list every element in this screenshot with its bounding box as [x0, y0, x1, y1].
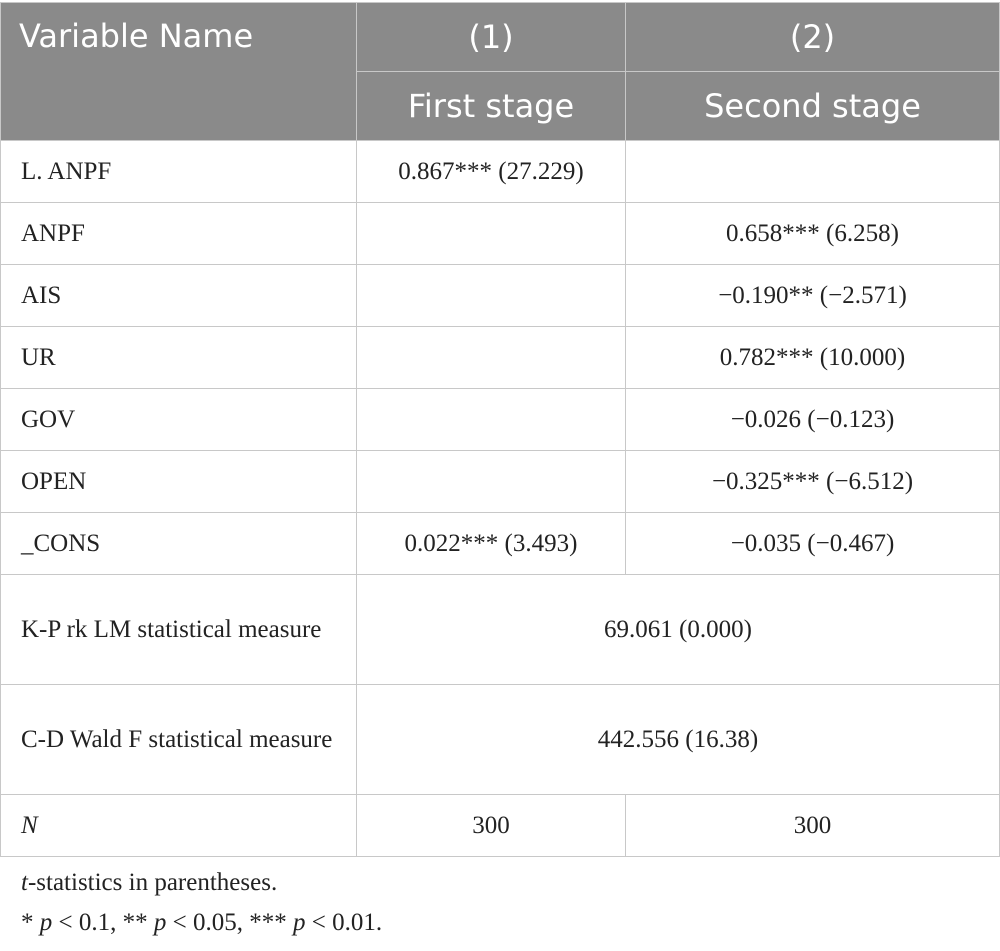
stat-label: C-D Wald F statistical measure [1, 685, 357, 795]
n-row [1, 795, 1000, 857]
stat-value: 442.556 (16.38) [357, 685, 1000, 795]
row-col1-value: 0.022*** (3.493) [357, 513, 626, 575]
row-col1-value [357, 203, 626, 265]
header-col1-number: (1) [357, 3, 626, 72]
table-row [1, 327, 1000, 389]
stat-row-cd [1, 685, 1000, 795]
row-col1-value [357, 327, 626, 389]
sig-p-var: p [153, 909, 167, 936]
footnote-t-statistics [21, 869, 277, 897]
row-col2-value: −0.325*** (−6.512) [626, 451, 1000, 513]
header-col2-stage: Second stage [626, 72, 1000, 141]
table-row [1, 513, 1000, 575]
row-label: GOV [1, 389, 357, 451]
row-col1-value: 0.867*** (27.229) [357, 141, 626, 203]
sig-stars-3: *** [249, 909, 287, 936]
row-col1-value [357, 265, 626, 327]
stat-value: 69.061 (0.000) [357, 575, 1000, 685]
table-row [1, 389, 1000, 451]
row-col2-value: −0.035 (−0.467) [626, 513, 1000, 575]
sig-level-1: < 0.1, [52, 909, 123, 936]
footnote-t-var: t [21, 869, 28, 896]
sig-level-2: < 0.05, [166, 909, 250, 936]
row-col2-value: 0.782*** (10.000) [626, 327, 1000, 389]
table-row [1, 203, 1000, 265]
sig-p-var: p [292, 909, 306, 936]
row-label: AIS [1, 265, 357, 327]
header-col1-stage: First stage [357, 72, 626, 141]
n-label: N [1, 795, 357, 857]
table-row [1, 141, 1000, 203]
sig-p-var: p [39, 909, 53, 936]
n-col2-value: 300 [626, 795, 1000, 857]
row-col2-value: −0.026 (−0.123) [626, 389, 1000, 451]
table-row [1, 265, 1000, 327]
stat-label: K-P rk LM statistical measure [1, 575, 357, 685]
sig-stars-1: * [21, 909, 34, 936]
row-col1-value [357, 451, 626, 513]
regression-table [0, 2, 1000, 857]
header-variable-name: Variable Name [1, 3, 357, 141]
row-label: OPEN [1, 451, 357, 513]
row-col1-value [357, 389, 626, 451]
row-label: ANPF [1, 203, 357, 265]
row-label: UR [1, 327, 357, 389]
sig-level-3: < 0.01. [305, 909, 383, 936]
header-col2-number: (2) [626, 3, 1000, 72]
sig-stars-2: ** [122, 909, 148, 936]
footnote-t-text: -statistics in parentheses. [27, 869, 278, 896]
stat-row-kp [1, 575, 1000, 685]
row-col2-value: −0.190** (−2.571) [626, 265, 1000, 327]
footnote-significance [21, 909, 382, 937]
n-col1-value: 300 [357, 795, 626, 857]
row-col2-value: 0.658*** (6.258) [626, 203, 1000, 265]
row-label: L. ANPF [1, 141, 357, 203]
header-row-1 [1, 3, 1000, 72]
row-label: _CONS [1, 513, 357, 575]
row-col2-value [626, 141, 1000, 203]
table-row [1, 451, 1000, 513]
